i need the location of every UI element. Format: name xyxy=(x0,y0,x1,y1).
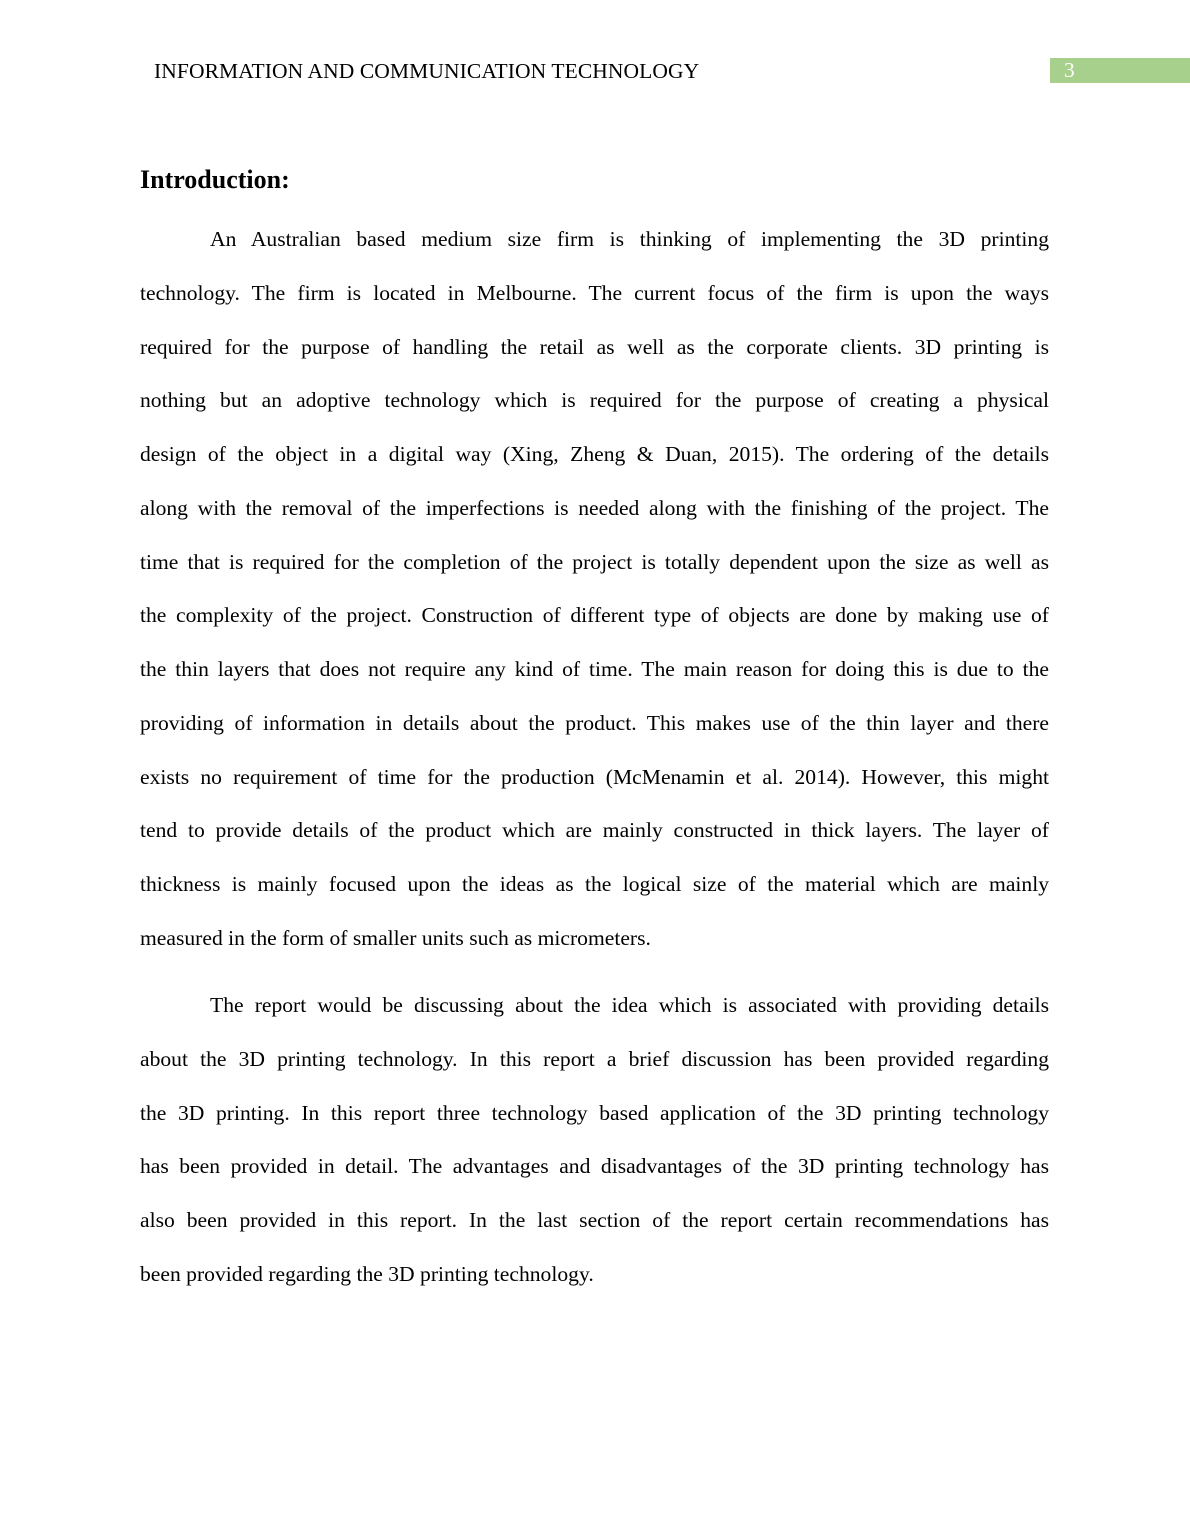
page-number-box xyxy=(1050,58,1190,83)
page-number: 3 xyxy=(1064,58,1075,82)
text-line: the thin layers that does not require any kind of time. The main reason for doing this is due to the xyxy=(140,657,1049,681)
text-line: about the 3D printing technology. In this report a brief discussion has been provided regarding xyxy=(140,1046,1049,1071)
text-line: technology. The firm is located in Melbourne. The current focus of the firm is upon the ways xyxy=(140,280,1049,305)
text-line: been provided regarding the 3D printing technology. xyxy=(140,1261,594,1286)
text-line: the 3D printing. In this report three technology based application of the 3D printing technology xyxy=(140,1100,1049,1125)
text-line: also been provided in this report. In the last section of the report certain recommendations has xyxy=(140,1208,1049,1232)
text-line: along with the removal of the imperfections is needed along with the finishing of the project. The xyxy=(140,495,1049,520)
text-line: nothing but an adoptive technology which is required for the purpose of creating a physical xyxy=(140,388,1049,413)
paragraph-1 xyxy=(140,213,1049,966)
text-line: measured in the form of smaller units such as micrometers. xyxy=(140,925,651,950)
section-heading: Introduction: xyxy=(140,165,290,194)
text-line: providing of information in details about the product. This makes use of the thin layer and there xyxy=(140,710,1049,735)
text-line: tend to provide details of the product which are mainly constructed in thick layers. The layer of xyxy=(140,818,1049,843)
text-line: the complexity of the project. Construction of different type of objects are done by making use of xyxy=(140,603,1049,628)
text-line: design of the object in a digital way (Xing, Zheng & Duan, 2015). The ordering of the details xyxy=(140,442,1049,466)
text-line: has been provided in detail. The advantages and disadvantages of the 3D printing technology has xyxy=(140,1154,1049,1179)
text-line: exists no requirement of time for the production (McMenamin et al. 2014). However, this might xyxy=(140,764,1049,789)
paragraph-2 xyxy=(140,979,1049,1302)
running-header-title: INFORMATION AND COMMUNICATION TECHNOLOGY xyxy=(154,59,700,83)
text-line: An Australian based medium size firm is thinking of implementing the 3D printing xyxy=(210,227,1049,251)
text-line: The report would be discussing about the idea which is associated with providing details xyxy=(210,993,1049,1017)
text-line: thickness is mainly focused upon the ideas as the logical size of the material which are mainly xyxy=(140,872,1049,896)
text-line: required for the purpose of handling the retail as well as the corporate clients. 3D printing is xyxy=(140,334,1049,359)
text-line: time that is required for the completion of the project is totally dependent upon the size as well as xyxy=(140,549,1049,574)
